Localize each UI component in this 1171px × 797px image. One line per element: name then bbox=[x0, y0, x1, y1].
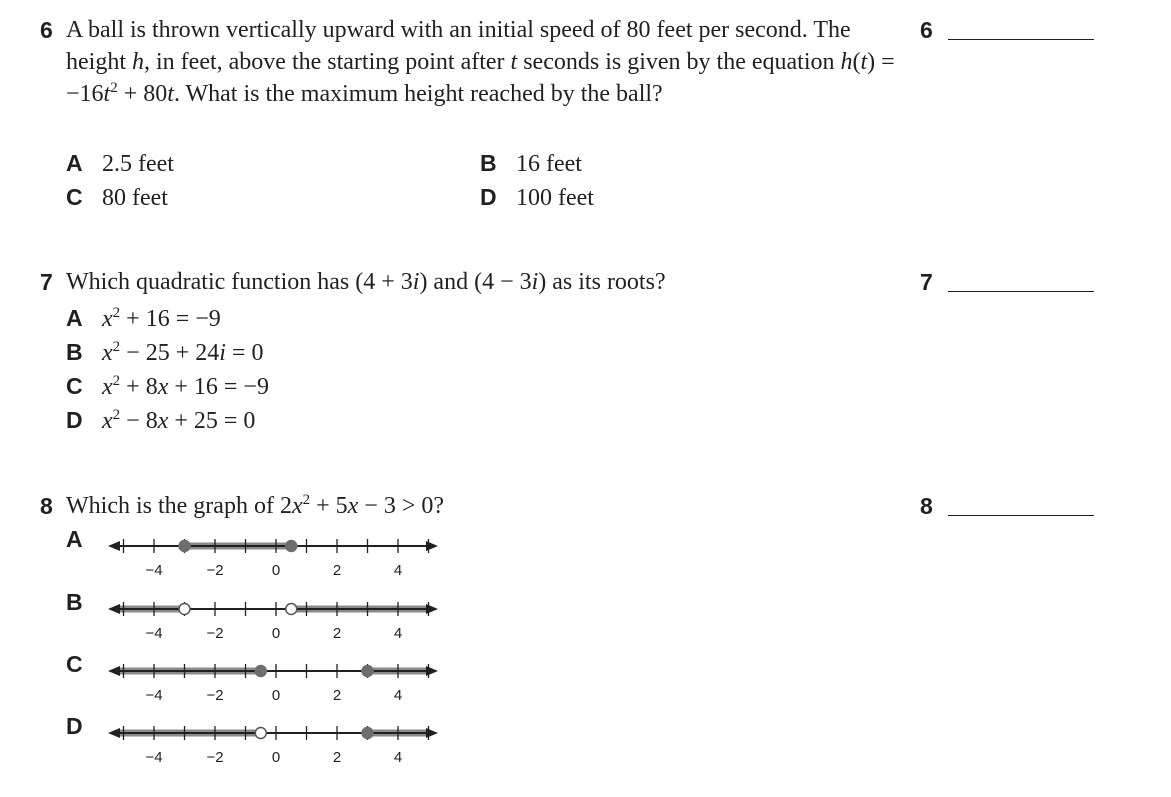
math-seg: x bbox=[102, 408, 113, 434]
choice-letter: A bbox=[66, 150, 83, 176]
question-8 bbox=[40, 490, 1140, 790]
tick-label: −2 bbox=[206, 749, 224, 765]
math-seg: i bbox=[219, 340, 226, 366]
left-arrow bbox=[108, 728, 120, 738]
question-text bbox=[66, 490, 906, 522]
math-seg: x bbox=[157, 408, 169, 434]
open-endpoint bbox=[255, 728, 266, 739]
choice-a[interactable] bbox=[66, 302, 221, 335]
tick-label: 0 bbox=[271, 687, 281, 703]
text-seg: x bbox=[291, 493, 303, 519]
tick-label: −4 bbox=[145, 625, 163, 641]
tick-label: 2 bbox=[332, 749, 342, 765]
text-seg: 2 bbox=[110, 80, 118, 96]
answer-number: 6 bbox=[920, 17, 933, 43]
text-seg: 2 bbox=[302, 492, 311, 508]
tick-label: 4 bbox=[393, 625, 403, 641]
tick-label: 2 bbox=[332, 625, 342, 641]
math-seg: − 25 + 24 bbox=[120, 340, 220, 366]
tick-label: 0 bbox=[271, 562, 281, 578]
open-endpoint bbox=[179, 604, 190, 615]
math-seg: 2 bbox=[112, 373, 121, 389]
choice-letter: C bbox=[66, 651, 83, 677]
text-seg: t bbox=[860, 49, 868, 75]
math-seg: x bbox=[102, 374, 113, 400]
math-seg: + 16 = −9 bbox=[168, 374, 269, 400]
tick-label: 2 bbox=[332, 562, 342, 578]
right-arrow bbox=[426, 604, 438, 614]
choice-text: 2.5 feet bbox=[102, 151, 174, 177]
question-number: 7 bbox=[40, 269, 53, 295]
answer-blank[interactable] bbox=[948, 39, 1094, 40]
text-seg: Which quadratic function has (4 + 3 bbox=[66, 269, 413, 295]
choice-c[interactable] bbox=[66, 181, 168, 214]
right-arrow bbox=[426, 728, 438, 738]
text-seg: ( bbox=[852, 49, 861, 75]
text-seg: x bbox=[347, 493, 359, 519]
math-seg: x bbox=[102, 340, 113, 366]
text-seg: ) and (4 − 3 bbox=[419, 269, 532, 295]
tick-label: −4 bbox=[145, 687, 163, 703]
answer-blank[interactable] bbox=[948, 291, 1094, 292]
left-arrow bbox=[108, 666, 120, 676]
graph-choice-c[interactable] bbox=[66, 651, 486, 719]
choice-letter: A bbox=[66, 305, 83, 331]
question-text bbox=[66, 14, 906, 110]
text-seg: . What is the maximum height reached by the ball? bbox=[173, 81, 663, 107]
choice-letter: D bbox=[66, 407, 83, 433]
text-seg: t bbox=[167, 81, 174, 107]
number-line-c bbox=[104, 659, 444, 703]
tick-label: −4 bbox=[145, 749, 163, 765]
choice-letter: C bbox=[66, 184, 83, 210]
tick-label: 0 bbox=[271, 749, 281, 765]
choice-letter: D bbox=[480, 184, 497, 210]
choice-c[interactable] bbox=[66, 370, 269, 403]
tick-label: 0 bbox=[271, 625, 281, 641]
tick-label: 4 bbox=[393, 749, 403, 765]
left-arrow bbox=[108, 604, 120, 614]
closed-endpoint bbox=[179, 541, 190, 552]
text-seg: ) = −16 bbox=[66, 49, 895, 107]
choice-letter: D bbox=[66, 713, 83, 739]
text-seg: + 80 bbox=[117, 81, 168, 107]
math-seg: 2 bbox=[112, 407, 121, 423]
choice-letter: C bbox=[66, 373, 83, 399]
closed-endpoint bbox=[286, 541, 297, 552]
choice-letter: B bbox=[480, 150, 497, 176]
answer-number: 8 bbox=[920, 493, 933, 519]
math-seg: 2 bbox=[112, 305, 121, 321]
choice-a[interactable] bbox=[66, 147, 174, 180]
tick-label: −4 bbox=[145, 562, 163, 578]
math-seg: + 8 bbox=[120, 374, 158, 400]
math-seg: x bbox=[157, 374, 169, 400]
text-seg: , in feet, above the starting point after bbox=[144, 49, 511, 75]
closed-endpoint bbox=[362, 728, 373, 739]
text-seg: + 5 bbox=[310, 493, 348, 519]
graph-choice-d[interactable] bbox=[66, 713, 486, 781]
closed-endpoint bbox=[255, 666, 266, 677]
number-line-d bbox=[104, 721, 444, 765]
text-seg: A ball is thrown vertically upward with an initial speed of 80 feet per second. The height bbox=[66, 17, 851, 75]
math-seg: 2 bbox=[112, 339, 121, 355]
tick-label: 4 bbox=[393, 687, 403, 703]
tick-label: −2 bbox=[206, 562, 224, 578]
text-seg: − 3 > 0? bbox=[358, 493, 445, 519]
text-seg: h bbox=[132, 49, 144, 75]
text-seg: Which is the graph of 2 bbox=[66, 493, 292, 519]
text-seg: t bbox=[510, 49, 518, 75]
right-arrow bbox=[426, 666, 438, 676]
right-arrow bbox=[426, 541, 438, 551]
choice-text: 100 feet bbox=[516, 185, 594, 211]
answer-number: 7 bbox=[920, 269, 933, 295]
text-seg: i bbox=[531, 269, 539, 295]
open-endpoint bbox=[286, 604, 297, 615]
text-seg: t bbox=[103, 81, 111, 107]
tick-label: −2 bbox=[206, 687, 224, 703]
tick-label: −2 bbox=[206, 625, 224, 641]
math-seg: − 8 bbox=[120, 408, 158, 434]
closed-endpoint bbox=[362, 666, 373, 677]
choice-b[interactable] bbox=[480, 147, 582, 180]
choice-d[interactable] bbox=[480, 181, 594, 214]
tick-label: 4 bbox=[393, 562, 403, 578]
math-seg: + 25 = 0 bbox=[168, 408, 256, 434]
math-seg: x bbox=[102, 306, 113, 332]
tick-label: 2 bbox=[332, 687, 342, 703]
question-number: 8 bbox=[40, 493, 53, 519]
text-seg: seconds is given by the equation bbox=[517, 49, 841, 75]
answer-blank[interactable] bbox=[948, 515, 1094, 516]
choice-letter: B bbox=[66, 589, 83, 615]
text-seg: i bbox=[412, 269, 420, 295]
choice-b[interactable] bbox=[66, 336, 263, 369]
math-seg: + 16 = −9 bbox=[120, 306, 221, 332]
text-seg: h bbox=[840, 49, 853, 75]
choice-text: 16 feet bbox=[516, 151, 582, 177]
graph-choice-b[interactable] bbox=[66, 589, 486, 657]
number-line-b bbox=[104, 597, 444, 641]
choice-letter: A bbox=[66, 526, 83, 552]
choice-d[interactable] bbox=[66, 404, 255, 437]
graph-choice-a[interactable] bbox=[66, 526, 486, 594]
choice-letter: B bbox=[66, 339, 83, 365]
number-line-a bbox=[104, 534, 444, 578]
question-text bbox=[66, 266, 906, 298]
left-arrow bbox=[108, 541, 120, 551]
question-number: 6 bbox=[40, 17, 53, 43]
text-seg: ) as its roots? bbox=[538, 269, 666, 295]
math-seg: = 0 bbox=[225, 340, 264, 366]
choice-text: 80 feet bbox=[102, 185, 168, 211]
